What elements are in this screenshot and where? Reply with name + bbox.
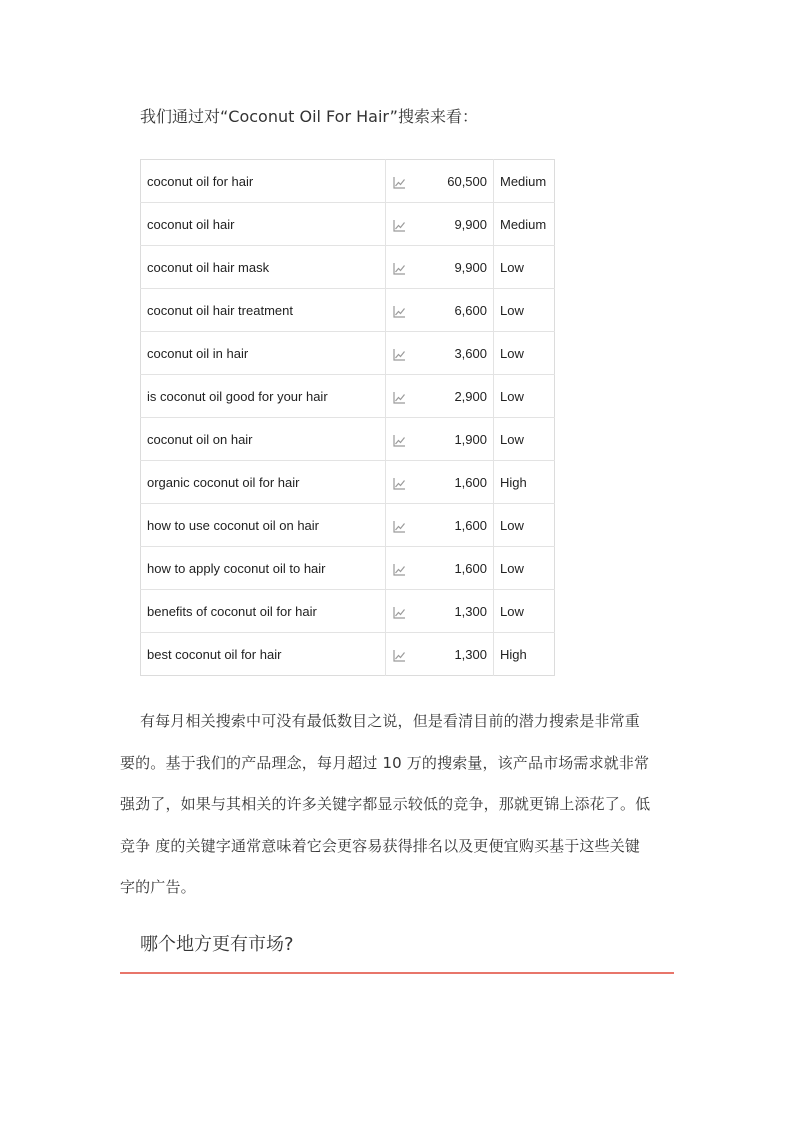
section-heading: 哪个地方更有市场? (140, 934, 294, 955)
trend-cell (386, 203, 438, 246)
trend-chart-icon[interactable] (393, 305, 406, 318)
competition-cell: Low (494, 590, 555, 633)
search-volume-cell: 6,600 (437, 289, 494, 332)
search-volume-cell: 1,600 (437, 461, 494, 504)
keyword-table-body (141, 160, 555, 676)
trend-chart-icon[interactable] (393, 649, 406, 662)
trend-chart-icon[interactable] (393, 391, 406, 404)
competition-cell: Low (494, 289, 555, 332)
keyword-table (140, 159, 555, 676)
trend-chart-icon[interactable] (393, 477, 406, 490)
table-row (141, 547, 555, 590)
table-row (141, 246, 555, 289)
competition-cell: Low (494, 246, 555, 289)
keyword-cell: coconut oil hair (141, 203, 386, 246)
keyword-cell: benefits of coconut oil for hair (141, 590, 386, 633)
competition-cell: Low (494, 504, 555, 547)
keyword-cell: is coconut oil good for your hair (141, 375, 386, 418)
search-volume-cell: 1,300 (437, 633, 494, 676)
trend-chart-icon[interactable] (393, 606, 406, 619)
keyword-cell: coconut oil hair treatment (141, 289, 386, 332)
trend-cell (386, 246, 438, 289)
search-volume-cell: 1,600 (437, 504, 494, 547)
heading-divider (120, 972, 674, 974)
competition-cell: High (500, 646, 527, 662)
trend-chart-icon[interactable] (393, 520, 406, 533)
competition-cell: High (494, 461, 555, 504)
trend-chart-icon[interactable] (393, 434, 406, 447)
search-volume-cell: 9,900 (437, 203, 494, 246)
trend-chart-icon[interactable] (393, 262, 406, 275)
search-volume-cell: 1,300 (437, 590, 494, 633)
trend-cell (386, 418, 438, 461)
trend-cell (386, 547, 438, 590)
competition-cell: Low (494, 332, 555, 375)
search-volume-cell: 1,900 (437, 418, 494, 461)
competition-cell: Low (494, 418, 555, 461)
paragraph-line: 竞争 度的关键字通常意味着它会更容易获得排名以及更便宜购买基于这些关键 (120, 836, 641, 855)
keyword-cell: coconut oil on hair (141, 418, 386, 461)
trend-cell (386, 590, 438, 633)
table-row (141, 418, 555, 461)
trend-chart-icon[interactable] (393, 348, 406, 361)
competition-cell: Medium (494, 160, 555, 203)
table-row (141, 504, 555, 547)
trend-cell (386, 160, 438, 203)
search-volume-cell: 1,600 (437, 547, 494, 590)
keyword-cell: how to apply coconut oil to hair (141, 547, 386, 590)
table-row (141, 633, 555, 676)
table-row (141, 461, 555, 504)
paragraph-line: 强劲了，如果与其相关的许多关键字都显示较低的竞争，那就更锦上添花了。低 (120, 795, 651, 813)
trend-chart-icon[interactable] (393, 563, 406, 576)
keyword-cell: organic coconut oil for hair (141, 461, 386, 504)
trend-chart-icon[interactable] (393, 176, 406, 189)
competition-cell: Low (494, 375, 555, 418)
body-paragraph (120, 701, 676, 909)
competition-cell: Low (494, 547, 555, 590)
search-volume-cell: 60,500 (437, 160, 494, 203)
search-volume-cell: 3,600 (437, 332, 494, 375)
trend-cell (386, 332, 438, 375)
paragraph-line: 字的广告。 (120, 878, 196, 896)
keyword-cell: coconut oil for hair (141, 160, 386, 203)
intro-text: 我们通过对“Coconut Oil For Hair”搜索来看： (140, 107, 478, 126)
search-volume-cell: 2,900 (437, 375, 494, 418)
table-row (141, 590, 555, 633)
table-row (141, 289, 555, 332)
keyword-cell: coconut oil in hair (141, 332, 386, 375)
competition-cell: Medium (494, 203, 555, 246)
keyword-cell: how to use coconut oil on hair (141, 504, 386, 547)
trend-chart-icon[interactable] (393, 219, 406, 232)
search-volume-cell: 9,900 (437, 246, 494, 289)
table-row (141, 332, 555, 375)
trend-cell (386, 504, 438, 547)
table-row (141, 375, 555, 418)
keyword-cell: coconut oil hair mask (141, 246, 386, 289)
table-row (141, 203, 555, 246)
paragraph-line: 有每月相关搜索中可没有最低数目之说，但是看清目前的潜力搜索是非常重 (140, 712, 640, 730)
trend-cell (386, 461, 438, 504)
trend-cell (386, 289, 438, 332)
trend-cell (386, 633, 438, 676)
table-row (141, 160, 555, 203)
trend-cell (386, 375, 438, 418)
keyword-cell: best coconut oil for hair (141, 633, 386, 676)
paragraph-line: 要的。基于我们的产品理念，每月超过 10 万的搜索量，该产品市场需求就非常 (120, 753, 650, 772)
